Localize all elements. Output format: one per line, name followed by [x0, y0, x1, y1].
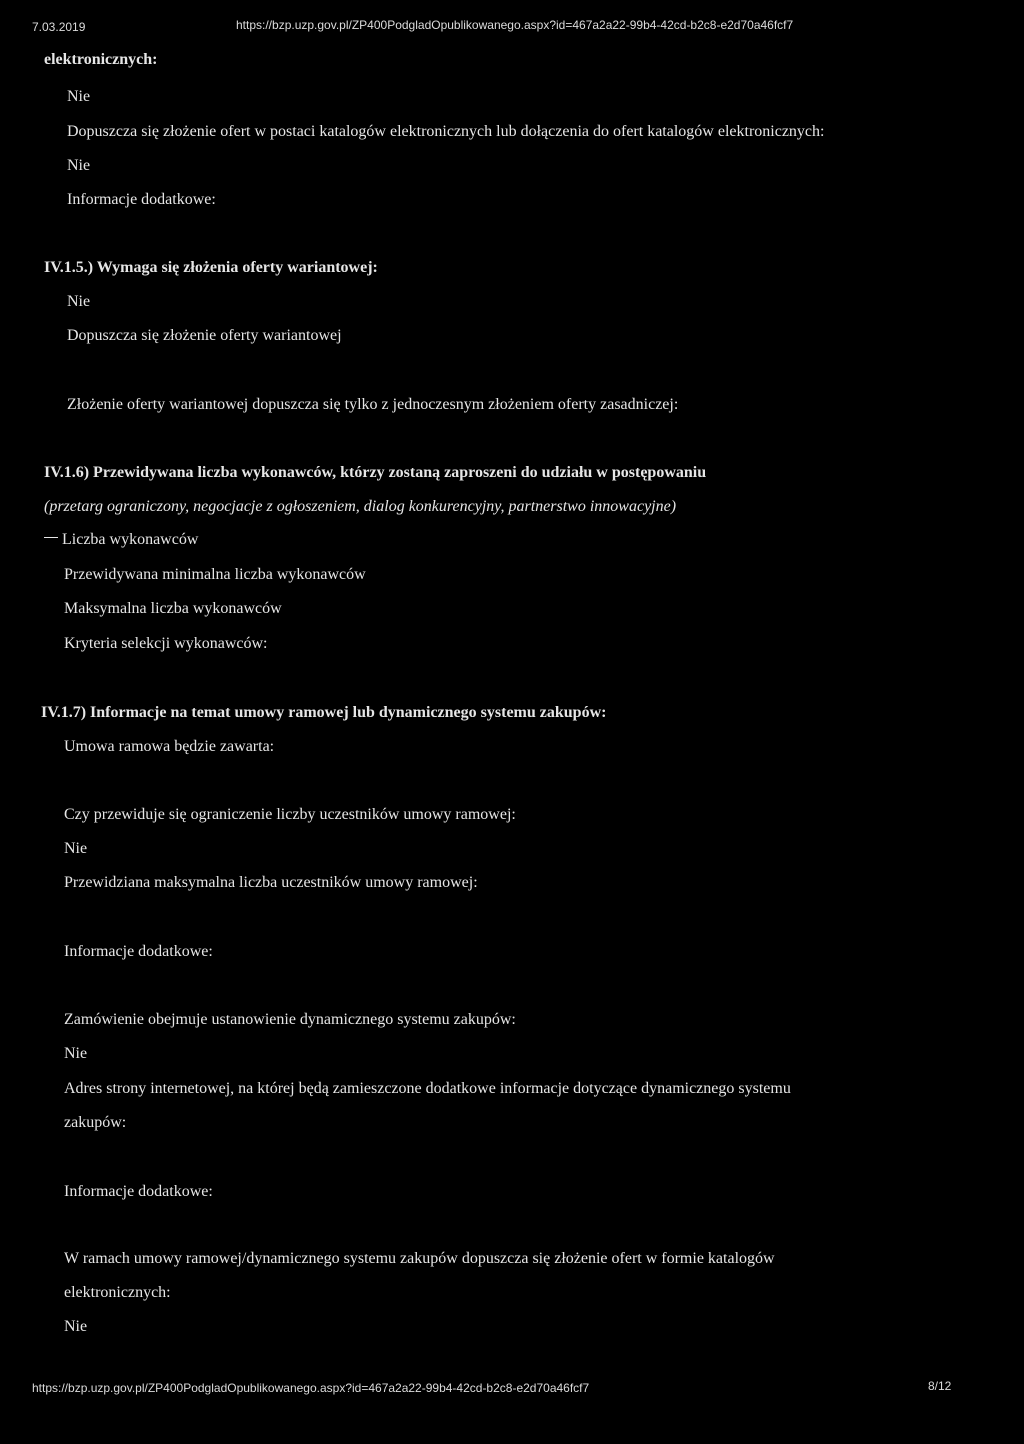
- label-maksymalna-liczba: Maksymalna liczba wykonawców: [64, 600, 282, 617]
- label-maksymalna-liczba-uczestnikow: Przewidziana maksymalna liczba uczestników umowy ramowej:: [64, 874, 478, 891]
- list-item-liczba-wykonawcow: [44, 531, 198, 549]
- label-liczba-wykonawcow: Liczba wykonawców: [62, 531, 199, 548]
- value-nie: Nie: [67, 157, 91, 174]
- header-url[interactable]: https://bzp.uzp.gov.pl/ZP400PodgladOpublikowanego.aspx?id=467a2a22-99b4-42cd-b2c8-e2d70a46fcf7: [236, 18, 794, 32]
- label-oferta-wariantowa-zasadnicza: Złożenie oferty wariantowej dopuszcza się tylko z jednoczesnym złożeniem oferty zasadniczej:: [67, 396, 679, 413]
- section-heading-iv-1-6: IV.1.6) Przewidywana liczba wykonawców, którzy zostaną zaproszeni do udziału w postępowaniu: [44, 464, 707, 481]
- footer-url[interactable]: https://bzp.uzp.gov.pl/ZP400PodgladOpublikowanego.aspx?id=467a2a22-99b4-42cd-b2c8-e2d70a46fcf7: [32, 1381, 590, 1395]
- label-informacje-dodatkowe: Informacje dodatkowe:: [67, 191, 216, 208]
- label-adres-strony: Adres strony internetowej, na której będą zamieszczone dodatkowe informacje dotyczące dynamicznego systemu: [64, 1080, 791, 1097]
- value-nie: Nie: [64, 840, 88, 857]
- section-heading-iv-1-7: IV.1.7) Informacje na temat umowy ramowej lub dynamicznego systemu zakupów:: [41, 704, 607, 721]
- label-informacje-dodatkowe: Informacje dodatkowe:: [64, 943, 213, 960]
- label-dynamiczny-system: Zamówienie obejmuje ustanowienie dynamicznego systemu zakupów:: [64, 1011, 516, 1028]
- dash-bullet: [44, 537, 58, 538]
- label-umowa-ramowa: Umowa ramowa będzie zawarta:: [64, 738, 275, 755]
- label-elektronicznych: elektronicznych:: [44, 51, 158, 68]
- value-nie: Nie: [67, 293, 91, 310]
- label-katalogi-elektroniczne: Dopuszcza się złożenie ofert w postaci katalogów elektronicznych lub dołączenia do ofert katalogów elektronicznych:: [67, 123, 825, 140]
- value-nie: Nie: [64, 1318, 88, 1335]
- label-adres-strony-cd: zakupów:: [64, 1114, 127, 1131]
- value-nie: Nie: [67, 88, 91, 105]
- section-subheading-iv-1-6: (przetarg ograniczony, negocjacje z ogłoszeniem, dialog konkurencyjny, partnerstwo innowacyjne): [44, 498, 677, 515]
- label-oferta-wariantowa: Dopuszcza się złożenie oferty wariantowej: [67, 327, 342, 344]
- label-informacje-dodatkowe: Informacje dodatkowe:: [64, 1183, 213, 1200]
- section-heading-iv-1-5: IV.1.5.) Wymaga się złożenia oferty wariantowej:: [44, 259, 378, 276]
- value-nie: Nie: [64, 1045, 88, 1062]
- print-date: 7.03.2019: [32, 20, 86, 34]
- label-katalogi-w-umowie: W ramach umowy ramowej/dynamicznego systemu zakupów dopuszcza się złożenie ofert w formie katalogów: [64, 1250, 775, 1267]
- label-minimalna-liczba: Przewidywana minimalna liczba wykonawców: [64, 566, 366, 583]
- label-katalogi-w-umowie-cd: elektronicznych:: [64, 1284, 171, 1301]
- label-kryteria-selekcji: Kryteria selekcji wykonawców:: [64, 635, 268, 652]
- label-ograniczenie-uczestnikow: Czy przewiduje się ograniczenie liczby uczestników umowy ramowej:: [64, 806, 516, 823]
- page-number: 8/12: [928, 1379, 952, 1393]
